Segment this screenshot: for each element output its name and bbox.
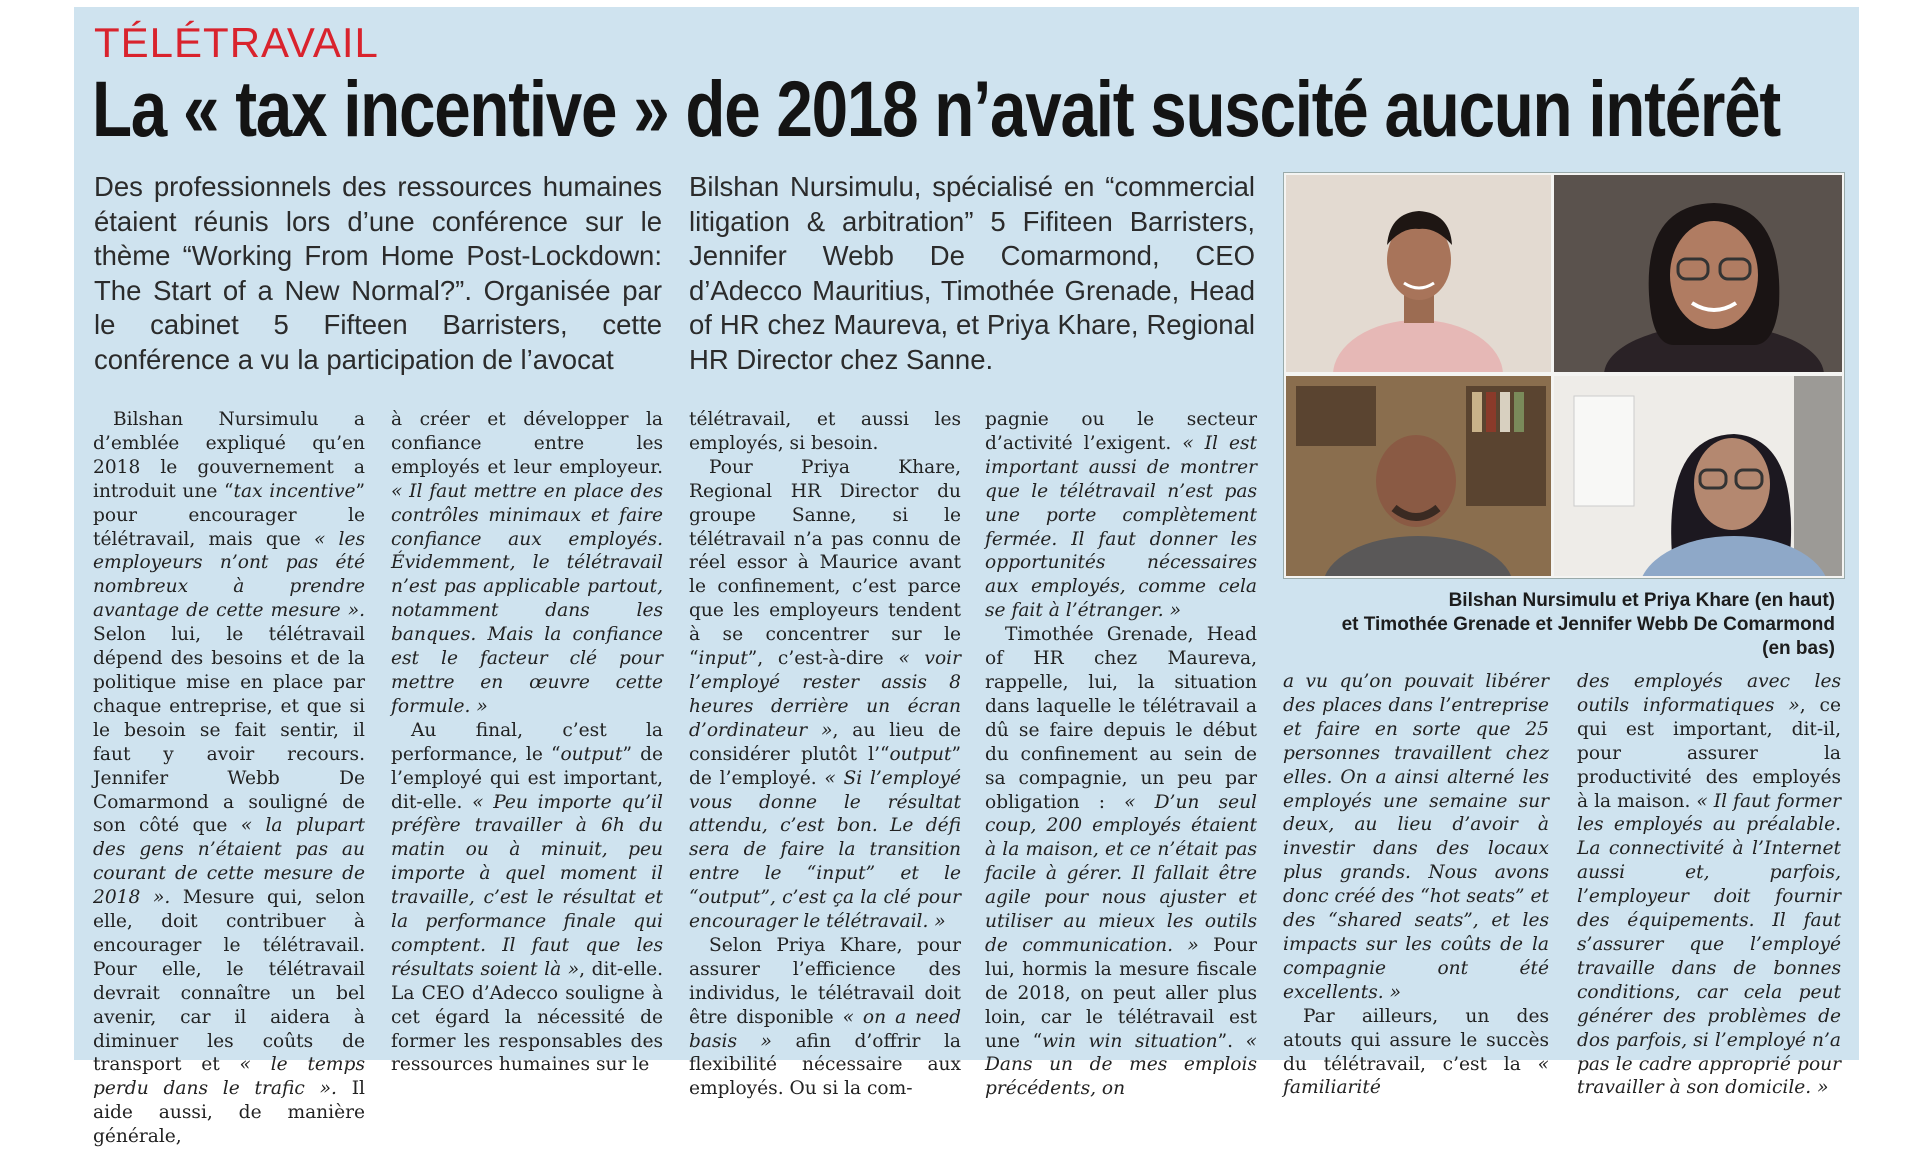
photo-caption bbox=[1270, 589, 1835, 661]
photo-jennifer-webb-de-comarmond bbox=[1554, 376, 1842, 576]
body-column-5 bbox=[1283, 670, 1549, 1100]
body-column-1 bbox=[93, 408, 365, 1149]
body-paragraph: pagnie ou le secteur d’activité l’exigent. « Il est important aussi de montrer que le télétravail n’est pas une porte complètement fermée. Il faut donner les opportunités nécessaires aux employés, comme cela se fait à l’étranger. » bbox=[985, 409, 1257, 622]
headline: La « tax incentive » de 2018 n’avait suscité aucun intérêt bbox=[92, 64, 1780, 153]
caption-line: et Timothée Grenade et Jennifer Webb De Comarmond bbox=[1341, 614, 1835, 635]
lead-paragraph-part2: Bilshan Nursimulu, spécialisé en “commercial litigation & arbitration” 5 Fifiteen Barristers, Jennifer Webb De Comarmond, CEO d’Adecco Mauritius, Timothée Grenade, Head of HR chez Maureva, et Priya Khare, Regional HR Director chez Sanne. bbox=[689, 171, 1255, 375]
body-paragraph: Timothée Grenade, Head of HR chez Maureva, rappelle, lui, la situation dans laquelle le télétravail a dû se faire depuis le début du confinement au sein de sa compagnie, un peu par obligation : « D’un seul coup, 200 employés étaient à la maison, et ce n’était pas facile à gérer. Il fallait être agile pour nous ajuster et utiliser au mieux les outils de communication. » Pour lui, hormis la mesure fiscale de 2018, on peut aller plus loin, car le télétravail est une “win win situation”. « Dans un de mes emplois précédents, on bbox=[985, 624, 1258, 1100]
photo-priya-khare bbox=[1554, 175, 1842, 372]
body-paragraph: Pour Priya Khare, Regional HR Director du groupe Sanne, si le télétravail n’a pas connu de réel essor à Maurice avant le confinement, c’est parce que les employeurs tendent à se concentrer sur le “input”, c’est-à-dire « voir l’employé rester assis 8 heures derrière un écran d’ordinateur », au lieu de considérer plutôt l’“output” de l’employé. « Si l’employé vous donne le résultat attendu, c’est bon. Le défi sera de faire la transition entre le “input” et le “output”, c’est ça la clé pour encourager le télétravail. » bbox=[689, 456, 961, 933]
body-column-2 bbox=[391, 408, 663, 1077]
photo-timothee-grenade bbox=[1286, 376, 1551, 576]
caption-line: (en bas) bbox=[1762, 638, 1835, 659]
body-paragraph: Au final, c’est la performance, le “output” de l’employé qui est important, dit-elle. « Peu importe qu’il préfère travailler à 6h du matin ou à minuit, peu importe à quel moment il travaille, c’est le résultat et la performance finale qui comptent. Il faut que les résultats soient là », dit-elle. La CEO d’Adecco souligne à cet égard la nécessité de former les responsables des ressources humaines sur le bbox=[391, 719, 663, 1076]
body-paragraph: Par ailleurs, un des atouts qui assure le succès du télétravail, c’est la « familiarité bbox=[1283, 1005, 1549, 1099]
section-kicker: TÉLÉTRAVAIL bbox=[94, 19, 379, 66]
lead-paragraph-part1: Des professionnels des ressources humaines étaient réunis lors d’une conférence sur le thème “Working From Home Post-Lockdown: The Start of a New Normal?”. Organisée par le cabinet 5 Fifteen Barristers, cette conférence a vu la participation de l’avocat bbox=[94, 171, 662, 375]
caption-line: Bilshan Nursimulu et Priya Khare (en haut) bbox=[1448, 590, 1835, 611]
body-column-3 bbox=[689, 408, 961, 1101]
body-paragraph: à créer et développer la confiance entre les employés et leur employeur. « Il faut mettre en place des contrôles minimaux et faire confiance aux employés. Évidemment, le télétravail n’est pas applicable partout, notamment dans les banques. Mais la confiance est le facteur clé pour mettre en œuvre cette formule. » bbox=[391, 409, 663, 717]
body-paragraph: Bilshan Nursimulu a d’emblée expliqué qu’en 2018 le gouvernement a introduit une “tax incentive” pour encourager le télétravail, mais que « les employeurs n’ont pas été nombreux à prendre avantage de cette mesure ». Selon lui, le télétravail dépend des besoins et de la politique mise en place par chaque entreprise, et que si le besoin se fait sentir, il faut y avoir recours. Jennifer Webb De Comarmond a souligné de son côté que « la plupart des gens n’étaient pas au courant de cette mesure de 2018 ». Mesure qui, selon elle, doit contribuer à encourager le télétravail. Pour elle, le télétravail devrait connaître un bel avenir, car il aidera à diminuer les coûts de transport et « le temps perdu dans le trafic ». Il aide aussi, de manière générale, bbox=[93, 409, 366, 1148]
video-call-photo bbox=[1283, 172, 1845, 579]
body-paragraph: télétravail, et aussi les employés, si besoin. bbox=[689, 409, 961, 454]
body-column-4 bbox=[985, 408, 1257, 1101]
body-column-6 bbox=[1577, 670, 1841, 1100]
body-paragraph: a vu qu’on pouvait libérer des places dans l’entreprise et faire en sorte que 25 personnes travaillent chez elles. On a ainsi alterné les employés une semaine sur deux, au lieu d’avoir à investir dans des locaux plus grands. Nous avons donc créé des “hot seats” et des “shared seats”, et les impacts sur les coûts de la compagnie ont été excellents. » bbox=[1283, 671, 1549, 1003]
body-paragraph: Selon Priya Khare, pour assurer l’efficience des individus, le télétravail doit être disponible « on a need basis » afin d’offrir la flexibilité nécessaire aux employés. Ou si la com- bbox=[689, 934, 962, 1100]
body-paragraph: des employés avec les outils informatiques », ce qui est important, dit-il, pour assurer la productivité des employés à la maison. « Il faut former les employés au préalable. La connectivité à l’Internet aussi et, parfois, l’employeur doit fournir des équipements. Il faut s’assurer que l’employé travaille dans de bonnes conditions, car cela peut générer des problèmes de dos parfois, si l’employé n’a pas le cadre approprié pour travailler à son domicile. » bbox=[1577, 671, 1841, 1099]
photo-bilshan-nursimulu bbox=[1286, 175, 1551, 372]
